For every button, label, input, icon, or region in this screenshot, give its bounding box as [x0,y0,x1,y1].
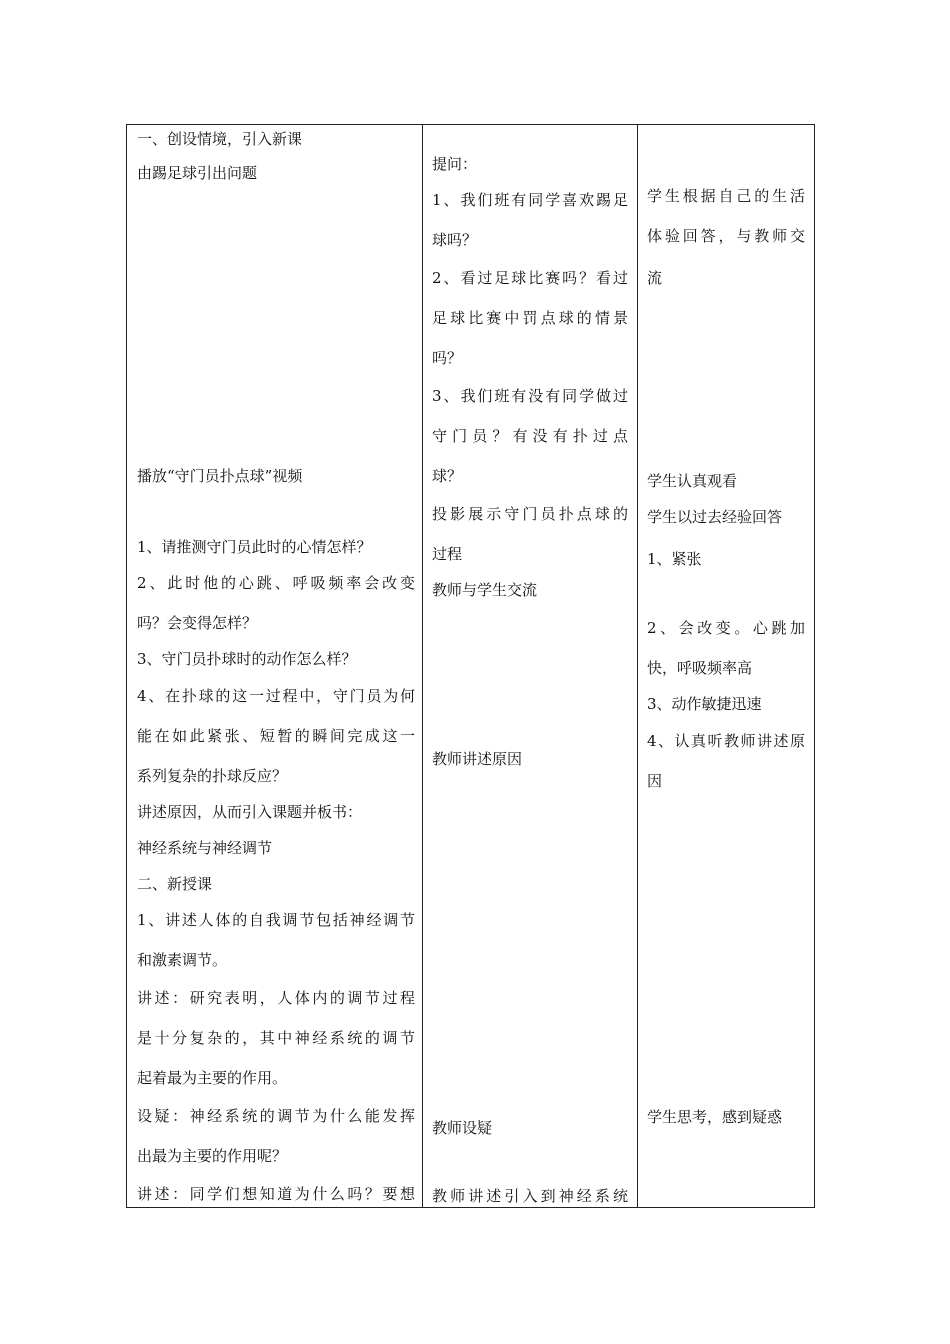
col1-line: 1、请推测守门员此时的心情怎样？ [137,538,372,556]
col2-line: 球吗？ [432,231,478,249]
col2-line: 教师设疑 [432,1119,493,1137]
col1-line: 一、创设情境，引入新课 [137,130,303,148]
col3-line: 体验回答，与教师交 [647,227,805,245]
col1-line: 二、新授课 [137,875,213,893]
col1-line: 讲述：同学们想知道为什么吗？要想 [137,1185,415,1203]
col3-line: 2、会改变。心跳加 [647,619,805,637]
col2-line: 吗？ [432,349,463,367]
col1-line: 出最为主要的作用呢？ [137,1147,288,1165]
lesson-table [126,124,815,1208]
col2-line: 足球比赛中罚点球的情景 [432,309,628,327]
col2-line: 2、看过足球比赛吗？看过 [432,269,628,287]
col1-line: 讲述原因，从而引入课题并板书： [137,803,363,821]
col2-line: 过程 [432,545,463,563]
col1-line: 3、守门员扑球时的动作怎么样？ [137,650,357,668]
col1-line: 系列复杂的扑球反应？ [137,767,288,785]
col1-line: 播放“守门员扑点球”视频 [137,467,303,485]
column-divider-2 [637,125,638,1207]
col3-line: 学生认真观看 [647,472,738,490]
col1-line: 设疑：神经系统的调节为什么能发挥 [137,1107,415,1125]
column-divider-1 [422,125,423,1207]
col2-line: 守门员？有没有扑过点 [432,427,628,445]
col1-line: 能在如此紧张、短暂的瞬间完成这一 [137,727,415,745]
col3-line: 3、动作敏捷迅速 [647,695,762,713]
col1-line: 4、在扑球的这一过程中，守门员为何 [137,687,415,705]
col3-line: 学生根据自己的生活 [647,187,805,205]
col1-line: 1、讲述人体的自我调节包括神经调节 [137,911,415,929]
col3-line: 流 [647,269,663,287]
col3-line: 学生思考，感到疑惑 [647,1108,783,1126]
col2-line: 教师讲述引入到神经系统 [432,1187,628,1205]
col2-line: 教师讲述原因 [432,750,523,768]
col1-line: 起着最为主要的作用。 [137,1069,288,1087]
col1-line: 由踢足球引出问题 [137,164,258,182]
col3-line: 学生以过去经验回答 [647,508,783,526]
col2-line: 教师与学生交流 [432,581,538,599]
col1-line: 2、此时他的心跳、呼吸频率会改变 [137,574,415,592]
col1-line: 是十分复杂的，其中神经系统的调节 [137,1029,415,1047]
col2-line: 1、我们班有同学喜欢踢足 [432,191,628,209]
col2-line: 提问： [432,155,478,173]
col1-line: 神经系统与神经调节 [137,839,273,857]
col2-line: 球？ [432,467,463,485]
col3-line: 4、认真听教师讲述原 [647,732,805,750]
col1-line: 吗？会变得怎样？ [137,614,258,632]
col1-line: 讲述：研究表明，人体内的调节过程 [137,989,415,1007]
col2-line: 3、我们班有没有同学做过 [432,387,628,405]
col2-line: 投影展示守门员扑点球的 [432,505,628,523]
col3-line: 快，呼吸频率高 [647,659,753,677]
col1-line: 和激素调节。 [137,951,228,969]
col3-line: 1、紧张 [647,550,702,568]
col3-line: 因 [647,772,663,790]
